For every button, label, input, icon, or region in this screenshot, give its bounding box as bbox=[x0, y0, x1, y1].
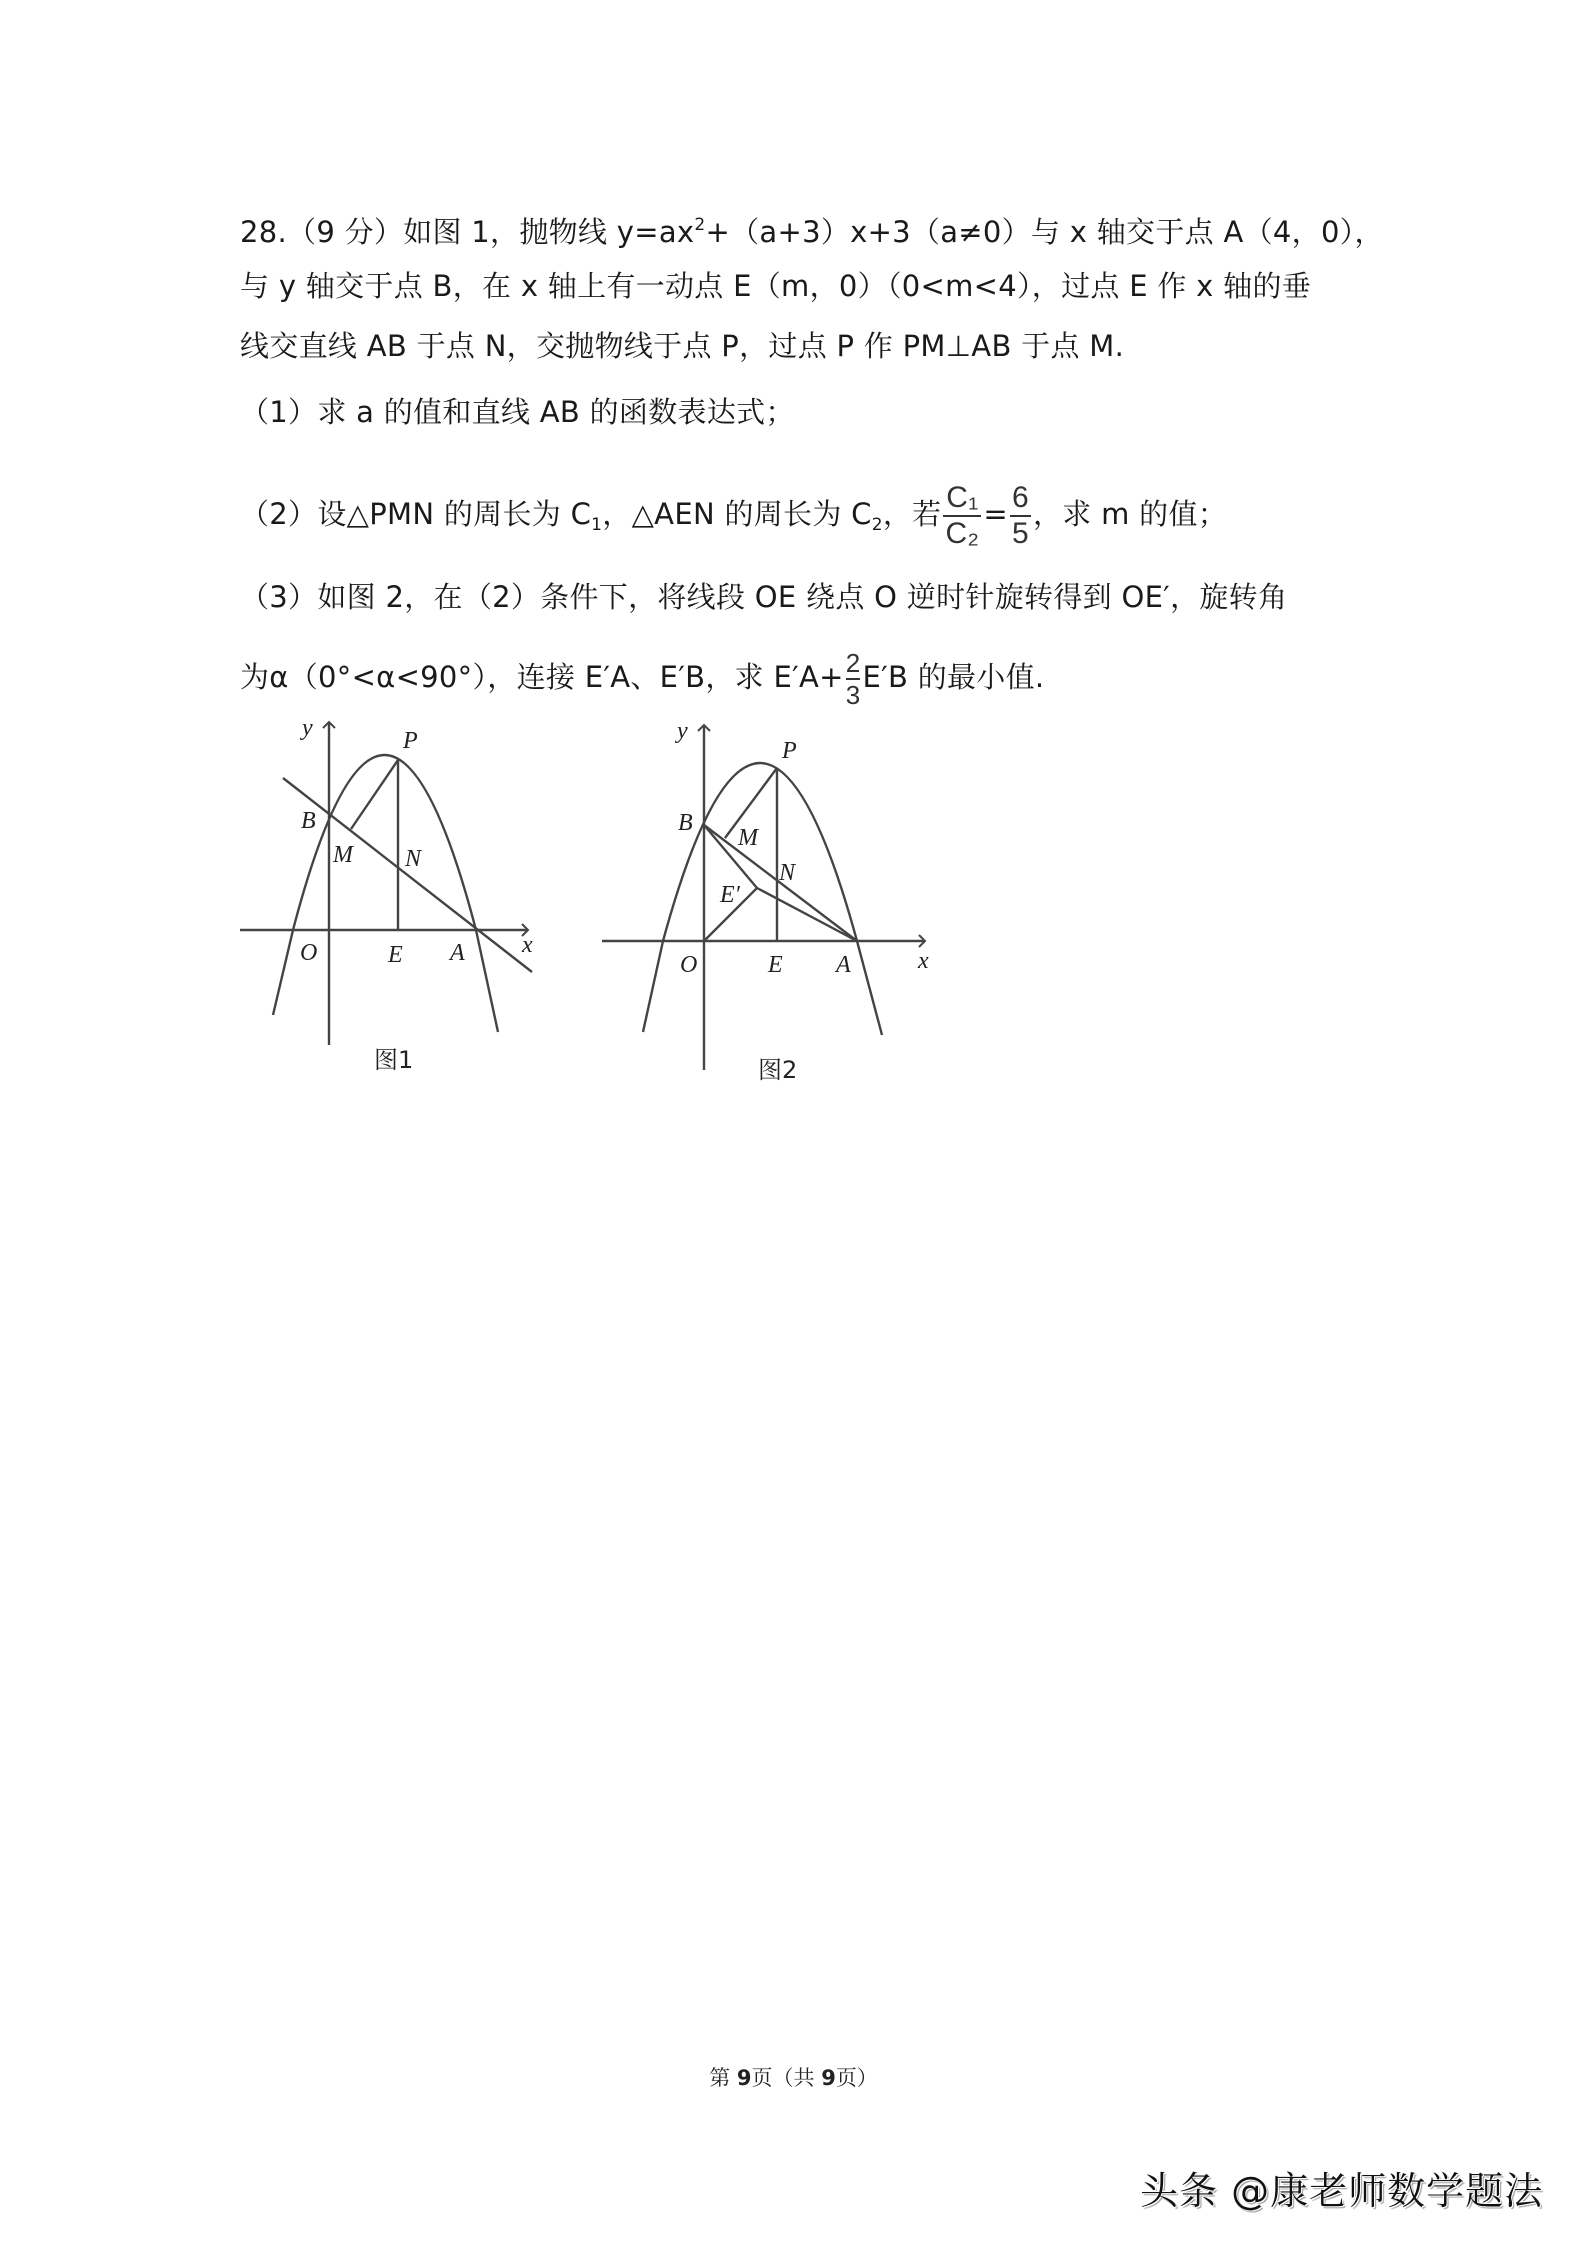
label-o: O bbox=[300, 940, 318, 966]
total-pages: 9 bbox=[821, 2066, 836, 2090]
figure-2-labels bbox=[675, 718, 929, 1084]
label-x: x bbox=[522, 932, 533, 958]
part-2-post: ，求 m 的值； bbox=[1033, 497, 1228, 531]
label-x: x bbox=[918, 948, 929, 974]
figure-1 bbox=[0, 0, 1587, 1100]
fraction-denominator: C₂ bbox=[945, 517, 980, 550]
label-e: E bbox=[768, 952, 783, 978]
label-b: B bbox=[301, 808, 316, 834]
page-footer bbox=[0, 2062, 1587, 2092]
part-2-mid2: ，若 bbox=[882, 497, 942, 531]
fraction-numerator: 2 bbox=[845, 648, 861, 678]
footer-suffix: 页） bbox=[835, 2066, 878, 2090]
part-2-mid: ，△AEN 的周长为 C bbox=[602, 497, 872, 531]
question-line-2: 与 y 轴交于点 B，在 x 轴上有一动点 E（m，0）（0<m<4），过点 E 作 x 轴的垂 bbox=[240, 269, 1312, 303]
label-e: E bbox=[388, 942, 403, 968]
label-p: P bbox=[782, 738, 797, 764]
figure-2-caption: 图2 bbox=[758, 1056, 798, 1084]
question-line-1-post: +（a+3）x+3（a≠0）与 x 轴交于点 A（4，0）， bbox=[705, 215, 1384, 249]
fraction-denominator: 3 bbox=[845, 680, 861, 710]
exponent: 2 bbox=[694, 215, 706, 235]
fraction-numerator: 6 bbox=[1012, 481, 1029, 514]
label-e-prime: E′ bbox=[720, 882, 740, 908]
footer-mid: 页（共 bbox=[751, 2066, 822, 2090]
footer-prefix: 第 bbox=[709, 2066, 737, 2090]
part-2-pre: （2）设△PMN 的周长为 C bbox=[240, 497, 592, 531]
figure-2-drawing bbox=[602, 725, 925, 1070]
label-n: N bbox=[405, 846, 422, 872]
current-page: 9 bbox=[736, 2066, 752, 2090]
label-p: P bbox=[403, 728, 418, 754]
label-o: O bbox=[680, 952, 698, 978]
figure-1-caption: 图1 bbox=[374, 1046, 414, 1074]
label-y: y bbox=[677, 718, 688, 744]
parabola bbox=[643, 763, 882, 1035]
label-m: M bbox=[738, 825, 758, 851]
subscript-2: 2 bbox=[871, 515, 883, 535]
label-n: N bbox=[779, 860, 796, 886]
fraction-denominator: 5 bbox=[1012, 517, 1029, 550]
watermark: 头条 @康老师数学题法 bbox=[1140, 2169, 1544, 2213]
label-b: B bbox=[678, 810, 693, 836]
figure-1-drawing bbox=[240, 722, 532, 1045]
part-1: （1）求 a 的值和直线 AB 的函数表达式； bbox=[240, 395, 795, 429]
question-line-1-pre: 28.（9 分）如图 1，抛物线 y=ax bbox=[240, 215, 695, 249]
part-3-line-2-pre: 为α（0°<α<90°），连接 E′A、E′B，求 E′A+ bbox=[240, 660, 844, 694]
label-a: A bbox=[450, 940, 465, 966]
fraction-numerator: C₁ bbox=[946, 481, 979, 514]
question-line-3: 线交直线 AB 于点 N，交抛物线于点 P，过点 P 作 PM⊥AB 于点 M. bbox=[240, 329, 1125, 363]
label-a: A bbox=[836, 952, 851, 978]
part-3-line-1: （3）如图 2，在（2）条件下，将线段 OE 绕点 O 逆时针旋转得到 OE′，旋转角 bbox=[240, 580, 1288, 614]
line-ab bbox=[283, 778, 532, 972]
subscript-1: 1 bbox=[591, 515, 603, 535]
segment-e-prime-a bbox=[757, 888, 857, 941]
part-3-line-2-post: E′B 的最小值. bbox=[862, 660, 1045, 694]
label-m: M bbox=[333, 842, 353, 868]
figure-1-labels bbox=[300, 715, 533, 1074]
label-y: y bbox=[302, 715, 313, 741]
equals-sign: = bbox=[983, 497, 1008, 531]
